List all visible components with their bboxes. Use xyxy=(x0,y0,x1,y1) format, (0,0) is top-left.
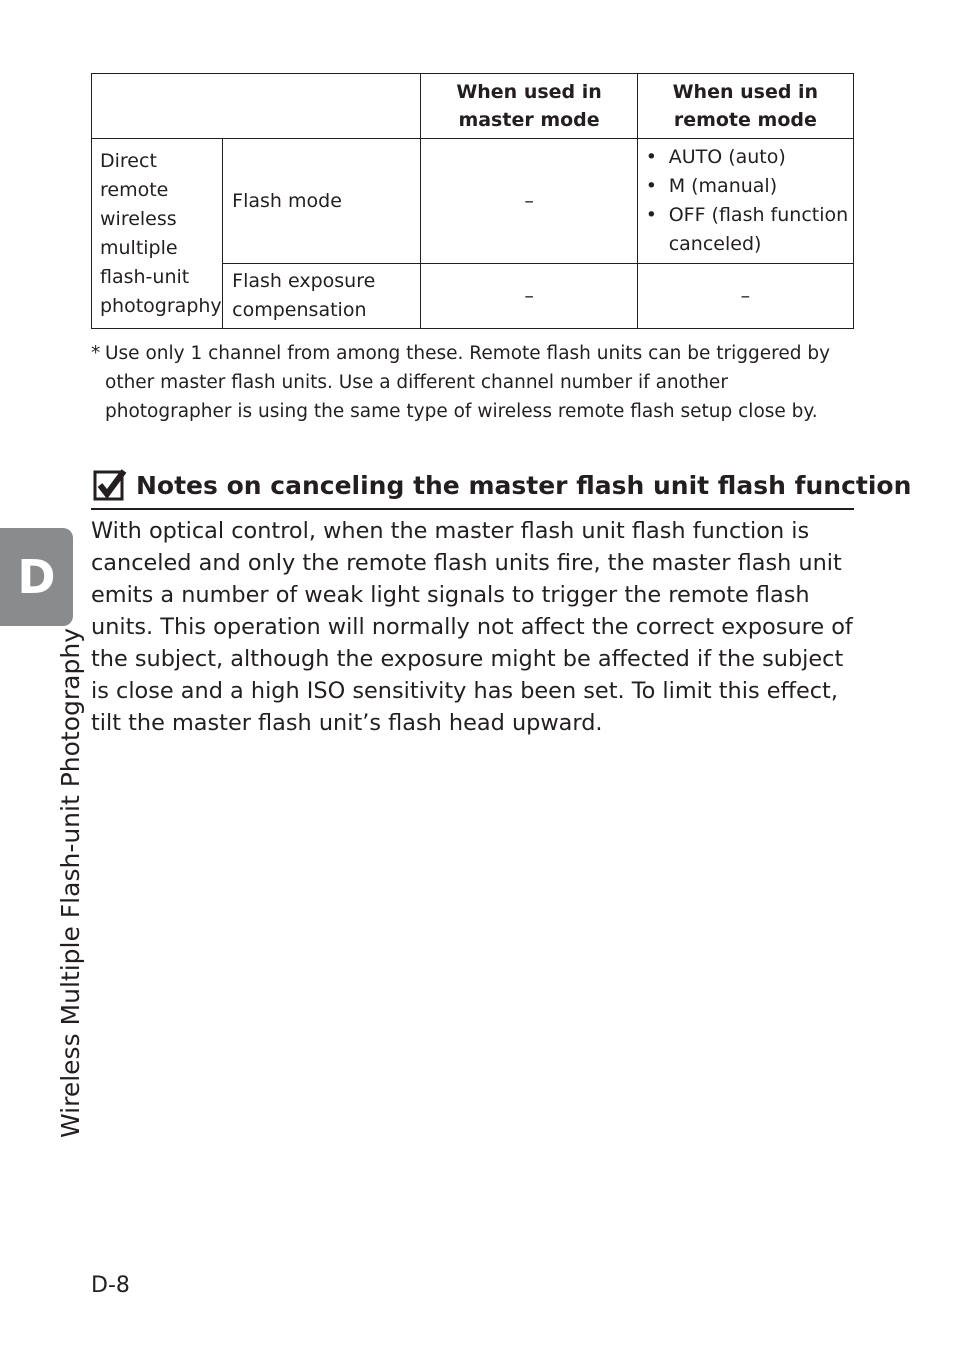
list-item xyxy=(638,172,853,201)
bullet-icon: • xyxy=(645,175,657,197)
footnote xyxy=(91,339,857,426)
notes-title: Notes on canceling the master flash unit flash function xyxy=(136,471,912,500)
list-item-label: AUTO (auto) xyxy=(668,146,786,168)
table-header-remote: When used in remote mode xyxy=(637,74,853,139)
table-row-label: Flash mode xyxy=(223,139,421,264)
chapter-side-label: Wireless Multiple Flash-unit Photography xyxy=(56,627,85,1138)
table-header-empty xyxy=(92,74,421,139)
table-header-master: When used in master mode xyxy=(421,74,637,139)
table-header-row xyxy=(92,74,854,139)
footnote-text: Use only 1 channel from among these. Remote flash units can be triggered by other master flash units. Use a different channel number if another photographer is using the same type of wireless remote flash setup close by. xyxy=(105,343,831,422)
notes-body: With optical control, when the master flash unit flash function is canceled and only the remote flash units fire, the master flash unit emits a number of weak light signals to trigger the remote flash units. This operation will normally not affect the correct exposure of the subject, although the exposure might be affected if the subject is close and a high ISO sensitivity has been set. To limit this effect, tilt the master flash unit’s flash head upward. xyxy=(91,518,853,736)
checkbox-check-icon xyxy=(93,468,127,502)
footnote-mark: * xyxy=(91,343,101,364)
table-cell-remote: – xyxy=(637,264,853,329)
notes-heading xyxy=(91,466,912,510)
list-item-label: M (manual) xyxy=(668,175,778,197)
chapter-tab xyxy=(0,528,73,626)
page-number: D-8 xyxy=(91,1273,130,1298)
table-group-label: Direct remote wireless multiple flash-unit photography xyxy=(92,139,223,329)
table-row xyxy=(92,139,854,264)
remote-options-list xyxy=(638,139,853,263)
table-cell-master: – xyxy=(421,139,637,264)
table-cell-remote xyxy=(637,139,853,264)
list-item-label: OFF (flash function canceled) xyxy=(668,204,849,255)
table-cell-master: – xyxy=(421,264,637,329)
table-row-label: Flash exposure compensation xyxy=(223,264,421,329)
list-item xyxy=(638,201,853,259)
bullet-icon: • xyxy=(645,204,657,226)
spec-table xyxy=(91,73,854,329)
bullet-icon: • xyxy=(645,146,657,168)
list-item xyxy=(638,143,853,172)
chapter-tab-letter: D xyxy=(17,550,56,604)
